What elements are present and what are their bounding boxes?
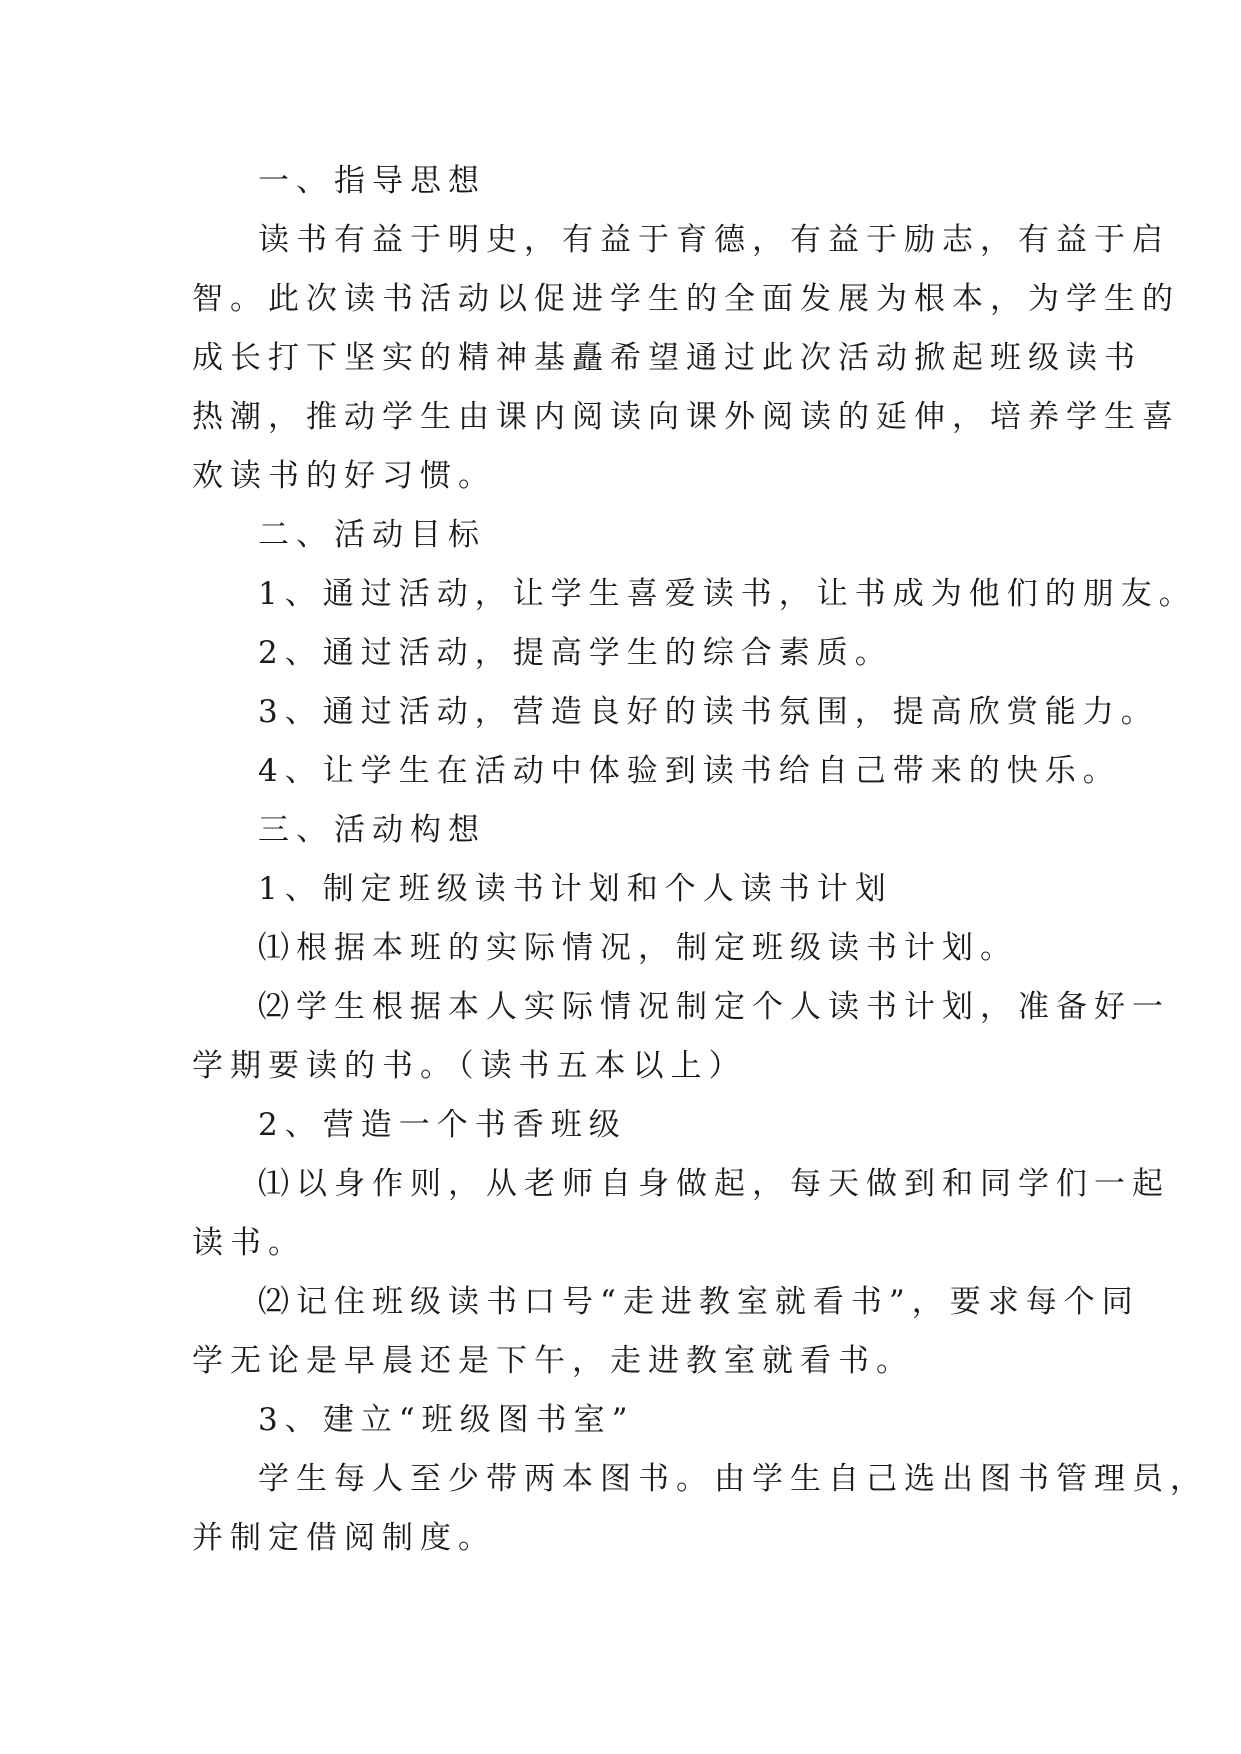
paragraph-line: 读书。 — [192, 1225, 306, 1261]
list-item: 1、通过活动，让学生喜爱读书，让书成为他们的朋友。 — [258, 576, 1197, 612]
heading-guiding-ideology: 一、指导思想 — [258, 163, 486, 199]
paragraph-line: 学期要读的书。（读书五本以上） — [192, 1048, 747, 1084]
paragraph-line: 读书有益于明史，有益于育德，有益于励志，有益于启 — [258, 222, 1170, 258]
subheading: 2、营造一个书香班级 — [258, 1107, 627, 1143]
paragraph-line: 智。此次读书活动以促进学生的全面发展为根本，为学生的 — [192, 281, 1180, 317]
paragraph-line: 学生每人至少带两本图书。由学生自己选出图书管理员， — [258, 1461, 1208, 1497]
paragraph-line: 学无论是早晨还是下午，走进教室就看书。 — [192, 1343, 914, 1379]
paragraph-line: 欢读书的好习惯。 — [192, 458, 496, 494]
list-item: ⑴以身作则，从老师自身做起，每天做到和同学们一起 — [258, 1166, 1170, 1202]
heading-activity-goals: 二、活动目标 — [258, 517, 486, 553]
list-item: ⑵学生根据本人实际情况制定个人读书计划，准备好一 — [258, 989, 1170, 1025]
subheading: 1、制定班级读书计划和个人读书计划 — [258, 871, 893, 907]
list-item: ⑴根据本班的实际情况，制定班级读书计划。 — [258, 930, 1018, 966]
list-item: 3、通过活动，营造良好的读书氛围，提高欣赏能力。 — [258, 694, 1159, 730]
paragraph-line: 成长打下坚实的精神基矗希望通过此次活动掀起班级读书 — [192, 340, 1142, 376]
paragraph-line: 热潮，推动学生由课内阅读向课外阅读的延伸，培养学生喜 — [192, 399, 1180, 435]
subheading: 3、建立“班级图书室” — [258, 1402, 635, 1438]
paragraph-line: 并制定借阅制度。 — [192, 1520, 496, 1556]
list-item: 2、通过活动，提高学生的综合素质。 — [258, 635, 893, 671]
list-item: ⑵记住班级读书口号“走进教室就看书”，要求每个同 — [258, 1284, 1140, 1320]
document-body — [192, 152, 1208, 1568]
list-item: 4、让学生在活动中体验到读书给自己带来的快乐。 — [258, 753, 1121, 789]
heading-activity-plan: 三、活动构想 — [258, 812, 486, 848]
